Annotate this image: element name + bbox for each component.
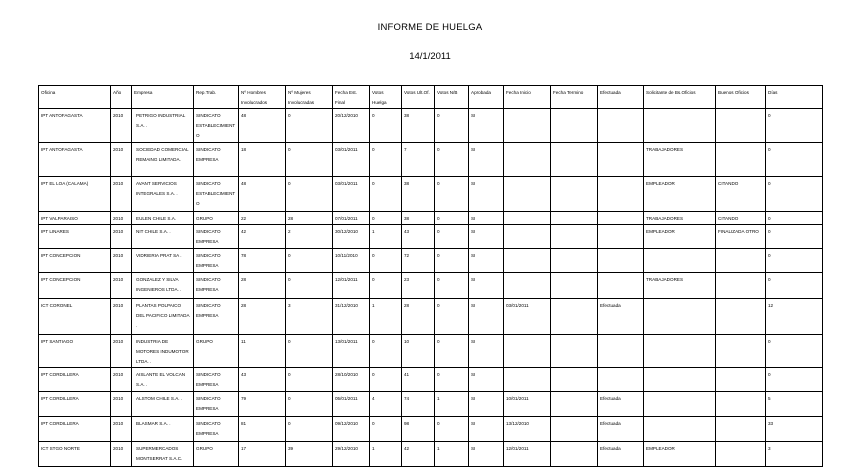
- cell-n-hombres: 22: [239, 212, 286, 225]
- cell-ano: 2010: [111, 392, 132, 417]
- cell-fecha-est-final: 09/12/2010: [333, 417, 370, 442]
- cell-n-hombres: 81: [239, 417, 286, 442]
- cell-solicitante: [644, 109, 716, 143]
- cell-votos-ult-of: 23: [402, 273, 435, 299]
- cell-votos-ult-of: 98: [402, 417, 435, 442]
- cell-ano: 2010: [111, 109, 132, 143]
- cell-votos-nb: 0: [435, 299, 469, 335]
- cell-votos-ult-of: 7: [402, 143, 435, 177]
- cell-fecha-inicio: [504, 143, 551, 177]
- cell-n-mujeres: 0: [286, 417, 333, 442]
- cell-fecha-est-final: 29/12/2010: [333, 442, 370, 467]
- cell-aprobada: SI: [469, 442, 504, 467]
- cell-aprobada: SI: [469, 143, 504, 177]
- table-row: [39, 368, 823, 392]
- table-row: [39, 392, 823, 417]
- cell-votos-ult-of: 38: [402, 109, 435, 143]
- cell-rep-trab: GRUPO: [194, 212, 239, 225]
- cell-oficina: IPT CORDILLERA: [39, 368, 111, 392]
- table-row: [39, 299, 823, 335]
- table-row: [39, 249, 823, 273]
- cell-rep-trab: GRUPO: [194, 442, 239, 467]
- cell-dias: 0: [766, 109, 823, 143]
- table-row: [39, 442, 823, 467]
- cell-n-hombres: 11: [239, 335, 286, 368]
- cell-fecha-inicio: 13/12/2010: [504, 417, 551, 442]
- cell-votos-huelga: 0: [370, 212, 402, 225]
- table-row: [39, 225, 823, 249]
- cell-fecha-inicio: [504, 368, 551, 392]
- cell-efectuada: Efectuada: [598, 299, 644, 335]
- cell-rep-trab: SINDICATO EMPRESA: [194, 225, 239, 249]
- cell-n-hombres: 42: [239, 225, 286, 249]
- cell-n-hombres: 79: [239, 392, 286, 417]
- cell-votos-huelga: 0: [370, 143, 402, 177]
- table-row: [39, 177, 823, 212]
- cell-fecha-termino: [551, 417, 598, 442]
- cell-buenos-oficios: [716, 249, 766, 273]
- column-header-solicitante: Solicitante de Bs.Oficios: [644, 86, 716, 109]
- cell-oficina: ICT STGO NORTE: [39, 442, 111, 467]
- column-header-fecha-termino: Fecha Termino: [551, 86, 598, 109]
- cell-efectuada: [598, 143, 644, 177]
- cell-n-hombres: 43: [239, 368, 286, 392]
- cell-fecha-est-final: 20/12/2010: [333, 109, 370, 143]
- cell-n-mujeres: 0: [286, 249, 333, 273]
- header-row: [39, 86, 823, 109]
- cell-dias: 0: [766, 368, 823, 392]
- cell-ano: 2010: [111, 143, 132, 177]
- cell-n-mujeres: 39: [286, 442, 333, 467]
- cell-votos-huelga: 1: [370, 225, 402, 249]
- cell-n-mujeres: 0: [286, 109, 333, 143]
- cell-fecha-termino: [551, 225, 598, 249]
- column-header-aprobada: Aprobada: [469, 86, 504, 109]
- column-header-n-hombres: Nº Hombres Involucrados: [239, 86, 286, 109]
- cell-votos-ult-of: 72: [402, 249, 435, 273]
- column-header-efectuada: Efectuada: [598, 86, 644, 109]
- cell-buenos-oficios: [716, 273, 766, 299]
- cell-aprobada: SI: [469, 417, 504, 442]
- cell-fecha-est-final: 07/01/2011: [333, 212, 370, 225]
- table-row: [39, 109, 823, 143]
- cell-n-hombres: 48: [239, 109, 286, 143]
- cell-n-mujeres: 0: [286, 368, 333, 392]
- cell-fecha-est-final: 13/01/2011: [333, 335, 370, 368]
- cell-votos-nb: 0: [435, 177, 469, 212]
- cell-fecha-termino: [551, 249, 598, 273]
- cell-empresa: EULEN CHILE S.A.: [132, 212, 194, 225]
- report-date: 14/1/2011: [409, 51, 451, 62]
- cell-solicitante: [644, 299, 716, 335]
- table-row: [39, 212, 823, 225]
- cell-empresa: NIT CHILE S.A. .: [132, 225, 194, 249]
- cell-votos-ult-of: 42: [402, 442, 435, 467]
- cell-buenos-oficios: [716, 368, 766, 392]
- cell-empresa: GONZALEZ Y SILVA INGENIEROS LTDA. .: [132, 273, 194, 299]
- cell-solicitante: TRABAJADORES: [644, 273, 716, 299]
- cell-aprobada: SI: [469, 368, 504, 392]
- cell-empresa: AISLANTE EL VOLCAN S.A. .: [132, 368, 194, 392]
- cell-dias: 33: [766, 417, 823, 442]
- cell-empresa: ALSTOM CHILE S.A. .: [132, 392, 194, 417]
- cell-ano: 2010: [111, 249, 132, 273]
- cell-fecha-inicio: [504, 335, 551, 368]
- cell-n-mujeres: 3: [286, 299, 333, 335]
- cell-n-hombres: 28: [239, 299, 286, 335]
- cell-votos-nb: 0: [435, 249, 469, 273]
- cell-votos-huelga: 0: [370, 335, 402, 368]
- cell-fecha-inicio: [504, 212, 551, 225]
- cell-oficina: IPT ANTOFAGASTA: [39, 109, 111, 143]
- cell-buenos-oficios: [716, 442, 766, 467]
- column-header-votos-nb: Votos N/B: [435, 86, 469, 109]
- cell-votos-nb: 0: [435, 273, 469, 299]
- cell-dias: 0: [766, 143, 823, 177]
- cell-dias: 0: [766, 273, 823, 299]
- cell-fecha-inicio: 03/01/2011: [504, 299, 551, 335]
- cell-efectuada: [598, 225, 644, 249]
- cell-oficina: IPT CORDILLERA: [39, 392, 111, 417]
- cell-empresa: SOCIEDAD COMERCIAL REMAING LIMITADA.: [132, 143, 194, 177]
- cell-empresa: SUPERMERCADOS MONTSERRAT S.A.C.: [132, 442, 194, 467]
- cell-ano: 2010: [111, 212, 132, 225]
- cell-fecha-termino: [551, 273, 598, 299]
- cell-votos-huelga: 0: [370, 273, 402, 299]
- column-header-fecha-est-final: Fecha Est. Final: [333, 86, 370, 109]
- cell-empresa: AVANT SERVICIOS INTEGRALES S.A. .: [132, 177, 194, 212]
- cell-buenos-oficios: [716, 299, 766, 335]
- table-row: [39, 417, 823, 442]
- cell-fecha-inicio: [504, 177, 551, 212]
- cell-rep-trab: SINDICATO EMPRESA: [194, 417, 239, 442]
- cell-dias: 0: [766, 177, 823, 212]
- cell-ano: 2010: [111, 299, 132, 335]
- cell-n-hombres: 18: [239, 143, 286, 177]
- cell-rep-trab: SINDICATO EMPRESA: [194, 392, 239, 417]
- cell-votos-nb: 0: [435, 335, 469, 368]
- table-row: [39, 273, 823, 299]
- cell-n-hombres: 17: [239, 442, 286, 467]
- cell-ano: 2010: [111, 335, 132, 368]
- column-header-votos-ult-of: Votos Ult.Of.: [402, 86, 435, 109]
- cell-fecha-termino: [551, 177, 598, 212]
- cell-votos-huelga: 0: [370, 368, 402, 392]
- cell-fecha-est-final: 31/12/2010: [333, 299, 370, 335]
- cell-ano: 2010: [111, 442, 132, 467]
- cell-oficina: IPT CONCEPCION: [39, 273, 111, 299]
- cell-empresa: PLANTAS POLPAICO DEL PACIFICO LIMITADA .: [132, 299, 194, 335]
- cell-fecha-est-final: 12/01/2011: [333, 273, 370, 299]
- cell-votos-huelga: 0: [370, 177, 402, 212]
- cell-fecha-est-final: 03/01/2011: [333, 143, 370, 177]
- cell-dias: 0: [766, 335, 823, 368]
- cell-fecha-termino: [551, 368, 598, 392]
- cell-votos-ult-of: 41: [402, 368, 435, 392]
- cell-buenos-oficios: [716, 392, 766, 417]
- cell-aprobada: SI: [469, 249, 504, 273]
- cell-buenos-oficios: CITANDO: [716, 212, 766, 225]
- cell-oficina: IPT SANTIAGO: [39, 335, 111, 368]
- cell-fecha-termino: [551, 109, 598, 143]
- cell-votos-nb: 0: [435, 212, 469, 225]
- cell-oficina: IPT CONCEPCION: [39, 249, 111, 273]
- cell-aprobada: SI: [469, 335, 504, 368]
- cell-ano: 2010: [111, 273, 132, 299]
- cell-empresa: VIDRIERIA PRAT SA .: [132, 249, 194, 273]
- cell-buenos-oficios: CITANDO: [716, 177, 766, 212]
- cell-dias: 0: [766, 249, 823, 273]
- cell-fecha-inicio: [504, 109, 551, 143]
- column-header-votos-huelga: Votos Huelga: [370, 86, 402, 109]
- cell-rep-trab: SINDICATO EMPRESA: [194, 368, 239, 392]
- cell-fecha-inicio: [504, 249, 551, 273]
- cell-votos-huelga: 0: [370, 417, 402, 442]
- strike-report-table: [38, 85, 823, 467]
- cell-ano: 2010: [111, 417, 132, 442]
- cell-oficina: IPT VALPARAISO: [39, 212, 111, 225]
- cell-fecha-termino: [551, 442, 598, 467]
- column-header-n-mujeres: Nº Mujeres Involucradas: [286, 86, 333, 109]
- cell-n-mujeres: 0: [286, 335, 333, 368]
- cell-buenos-oficios: FINALIZADA OTRO: [716, 225, 766, 249]
- cell-n-hombres: 78: [239, 249, 286, 273]
- cell-dias: 0: [766, 225, 823, 249]
- cell-rep-trab: SINDICATO EMPRESA: [194, 299, 239, 335]
- cell-votos-nb: 0: [435, 368, 469, 392]
- cell-fecha-termino: [551, 143, 598, 177]
- cell-efectuada: [598, 368, 644, 392]
- cell-ano: 2010: [111, 225, 132, 249]
- cell-aprobada: SI: [469, 392, 504, 417]
- cell-fecha-termino: [551, 299, 598, 335]
- cell-fecha-inicio: [504, 273, 551, 299]
- cell-fecha-inicio: 12/01/2011: [504, 442, 551, 467]
- cell-oficina: IPT ANTOFAGASTA: [39, 143, 111, 177]
- column-header-oficina: Oficina: [39, 86, 111, 109]
- cell-solicitante: EMPLEADOR: [644, 177, 716, 212]
- cell-buenos-oficios: [716, 109, 766, 143]
- cell-oficina: IPT CORDILLERA: [39, 417, 111, 442]
- cell-fecha-termino: [551, 212, 598, 225]
- cell-efectuada: [598, 177, 644, 212]
- cell-efectuada: [598, 212, 644, 225]
- cell-votos-huelga: 1: [370, 442, 402, 467]
- cell-n-mujeres: 28: [286, 212, 333, 225]
- column-header-buenos-oficios: Buenos Oficios: [716, 86, 766, 109]
- cell-votos-ult-of: 43: [402, 225, 435, 249]
- cell-buenos-oficios: [716, 143, 766, 177]
- cell-dias: 5: [766, 392, 823, 417]
- column-header-fecha-inicio: Fecha Inicio: [504, 86, 551, 109]
- cell-buenos-oficios: [716, 335, 766, 368]
- cell-aprobada: SI: [469, 177, 504, 212]
- cell-votos-nb: 0: [435, 109, 469, 143]
- cell-votos-huelga: 0: [370, 109, 402, 143]
- cell-fecha-inicio: [504, 225, 551, 249]
- column-header-rep-trab: Rep.Trab.: [194, 86, 239, 109]
- cell-solicitante: [644, 368, 716, 392]
- cell-rep-trab: SINDICATO EMPRESA: [194, 249, 239, 273]
- cell-solicitante: [644, 335, 716, 368]
- report-title: INFORME DE HUELGA: [377, 22, 483, 33]
- cell-dias: 12: [766, 299, 823, 335]
- cell-solicitante: EMPLEADOR: [644, 225, 716, 249]
- cell-votos-nb: 0: [435, 143, 469, 177]
- cell-n-mujeres: 0: [286, 273, 333, 299]
- cell-buenos-oficios: [716, 417, 766, 442]
- cell-n-mujeres: 0: [286, 392, 333, 417]
- cell-n-mujeres: 2: [286, 225, 333, 249]
- cell-votos-nb: 0: [435, 417, 469, 442]
- cell-fecha-est-final: 03/01/2011: [333, 177, 370, 212]
- cell-ano: 2010: [111, 368, 132, 392]
- cell-n-mujeres: 0: [286, 177, 333, 212]
- cell-solicitante: TRABAJADORES: [644, 212, 716, 225]
- cell-efectuada: Efectuada: [598, 417, 644, 442]
- cell-votos-huelga: 1: [370, 299, 402, 335]
- cell-empresa: INDUSTRIA DE MOTORES INDUMOTOR LTDA. .: [132, 335, 194, 368]
- cell-efectuada: [598, 249, 644, 273]
- cell-fecha-termino: [551, 392, 598, 417]
- cell-fecha-est-final: 30/12/2010: [333, 225, 370, 249]
- cell-rep-trab: SINDICATO ESTABLECIMIENTO: [194, 109, 239, 143]
- cell-fecha-est-final: 10/11/2010: [333, 249, 370, 273]
- cell-aprobada: SI: [469, 299, 504, 335]
- cell-efectuada: [598, 273, 644, 299]
- cell-oficina: IPT EL LOA (CALAMA): [39, 177, 111, 212]
- cell-solicitante: EMPLEADOR: [644, 442, 716, 467]
- cell-fecha-termino: [551, 335, 598, 368]
- cell-empresa: BLASMAR S.A. .: [132, 417, 194, 442]
- cell-fecha-est-final: 28/10/2010: [333, 368, 370, 392]
- column-header-empresa: Empresa: [132, 86, 194, 109]
- cell-aprobada: SI: [469, 273, 504, 299]
- cell-efectuada: [598, 109, 644, 143]
- cell-dias: 3: [766, 442, 823, 467]
- cell-ano: 2010: [111, 177, 132, 212]
- column-header-ano: Año: [111, 86, 132, 109]
- cell-votos-huelga: 4: [370, 392, 402, 417]
- cell-fecha-inicio: 10/01/2011: [504, 392, 551, 417]
- cell-solicitante: TRABAJADORES: [644, 143, 716, 177]
- cell-votos-huelga: 0: [370, 249, 402, 273]
- cell-votos-nb: 1: [435, 442, 469, 467]
- cell-empresa: PETRIGO INDUSTRIAL S.A. .: [132, 109, 194, 143]
- cell-votos-nb: 0: [435, 225, 469, 249]
- cell-efectuada: Efectuada: [598, 392, 644, 417]
- cell-aprobada: SI: [469, 225, 504, 249]
- cell-solicitante: [644, 392, 716, 417]
- cell-n-hombres: 28: [239, 273, 286, 299]
- cell-rep-trab: SINDICATO ESTABLECIMIENTO: [194, 177, 239, 212]
- table-row: [39, 143, 823, 177]
- cell-efectuada: [598, 335, 644, 368]
- cell-rep-trab: SINDICATO EMPRESA: [194, 273, 239, 299]
- cell-fecha-est-final: 05/01/2011: [333, 392, 370, 417]
- table-row: [39, 335, 823, 368]
- cell-votos-ult-of: 38: [402, 212, 435, 225]
- cell-efectuada: Efectuada: [598, 442, 644, 467]
- column-header-dias: Días: [766, 86, 823, 109]
- cell-votos-ult-of: 28: [402, 299, 435, 335]
- cell-solicitante: [644, 249, 716, 273]
- cell-oficina: ICT CORONEL: [39, 299, 111, 335]
- cell-aprobada: SI: [469, 212, 504, 225]
- cell-dias: 0: [766, 212, 823, 225]
- cell-rep-trab: SINDICATO EMPRESA: [194, 143, 239, 177]
- cell-n-mujeres: 0: [286, 143, 333, 177]
- cell-n-hombres: 48: [239, 177, 286, 212]
- cell-solicitante: [644, 417, 716, 442]
- cell-votos-ult-of: 38: [402, 177, 435, 212]
- cell-aprobada: SI: [469, 109, 504, 143]
- cell-votos-ult-of: 10: [402, 335, 435, 368]
- cell-oficina: IPT LINARES: [39, 225, 111, 249]
- cell-votos-nb: 1: [435, 392, 469, 417]
- cell-rep-trab: GRUPO: [194, 335, 239, 368]
- cell-votos-ult-of: 74: [402, 392, 435, 417]
